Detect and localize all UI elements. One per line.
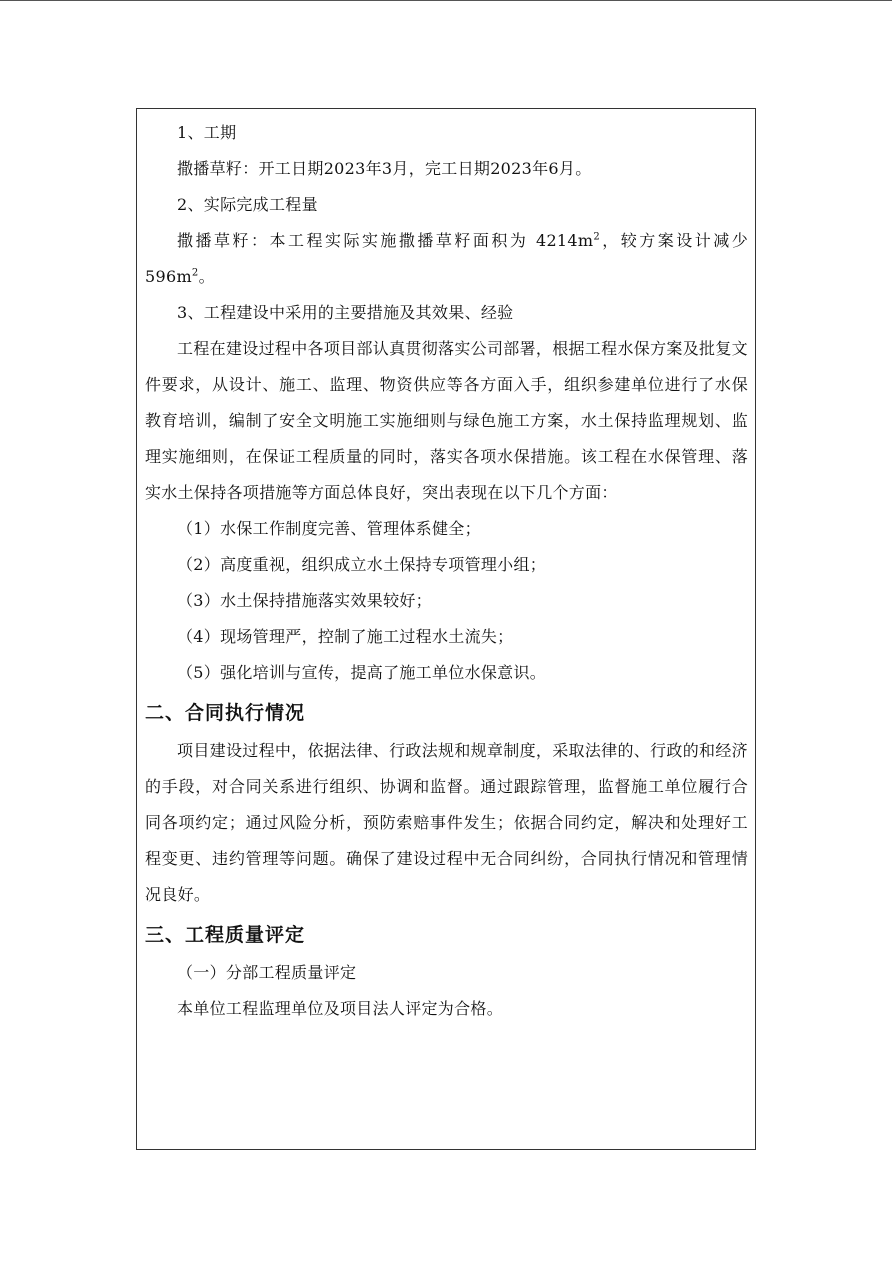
list-item: （5）强化培训与宣传，提高了施工单位水保意识。 xyxy=(177,663,547,682)
quantity-text-c: 。 xyxy=(198,267,215,286)
section-schedule-body: 撒播草籽：开工日期2023年3月，完工日期2023年6月。 xyxy=(177,159,592,178)
heading-contract-execution: 二、合同执行情况 xyxy=(145,702,306,724)
list-item: （2）高度重视，组织成立水土保持专项管理小组； xyxy=(177,555,547,574)
section-quantity-title: 2、实际完成工程量 xyxy=(177,195,318,214)
quantity-sup-b: 2 xyxy=(191,267,199,279)
heading-quality-assessment: 三、工程质量评定 xyxy=(145,924,306,946)
section-quantity-body xyxy=(145,223,748,295)
page-top-rule xyxy=(0,0,892,1)
report-table-frame xyxy=(136,108,756,1150)
quantity-text-a: 撒播草籽：本工程实际实施撒播草籽面积为 4214m xyxy=(177,231,594,250)
section-measures-body: 工程在建设过程中各项目部认真贯彻落实公司部署，根据工程水保方案及批复文件要求，从设计、施工、监理、物资供应等各方面入手，组织参建单位进行了水保教育培训，编制了安全文明施工实施细则与绿色施工方案，水土保持监理规划、监理实施细则，在保证工程质量的同时，落实各项水保措施。该工程在水保管理、落实水土保持各项措施等方面总体良好，突出表现在以下几个方面： xyxy=(145,339,748,502)
section-schedule-title: 1、工期 xyxy=(177,123,237,142)
list-item: （1）水保工作制度完善、管理体系健全； xyxy=(177,519,481,538)
list-item: （4）现场管理严，控制了施工过程水土流失； xyxy=(177,627,514,646)
section-measures-title: 3、工程建设中采用的主要措施及其效果、经验 xyxy=(177,303,514,322)
report-content xyxy=(145,115,748,1027)
contract-execution-body: 项目建设过程中，依据法律、行政法规和规章制度，采取法律的、行政的和经济的手段，对合同关系进行组织、协调和监督。通过跟踪管理，监督施工单位履行合同各项约定；通过风险分析，预防索赔事件发生；依据合同约定，解决和处理好工程变更、违约管理等问题。确保了建设过程中无合同纠纷，合同执行情况和管理情况良好。 xyxy=(145,741,748,904)
quantity-text-b: ，较方案设计减少596m xyxy=(145,231,749,286)
subsection-quality-title: （一）分部工程质量评定 xyxy=(177,963,357,982)
subsection-quality-body: 本单位工程监理单位及项目法人评定为合格。 xyxy=(177,999,504,1018)
quantity-sup-a: 2 xyxy=(593,231,601,243)
list-item: （3）水土保持措施落实效果较好； xyxy=(177,591,432,610)
